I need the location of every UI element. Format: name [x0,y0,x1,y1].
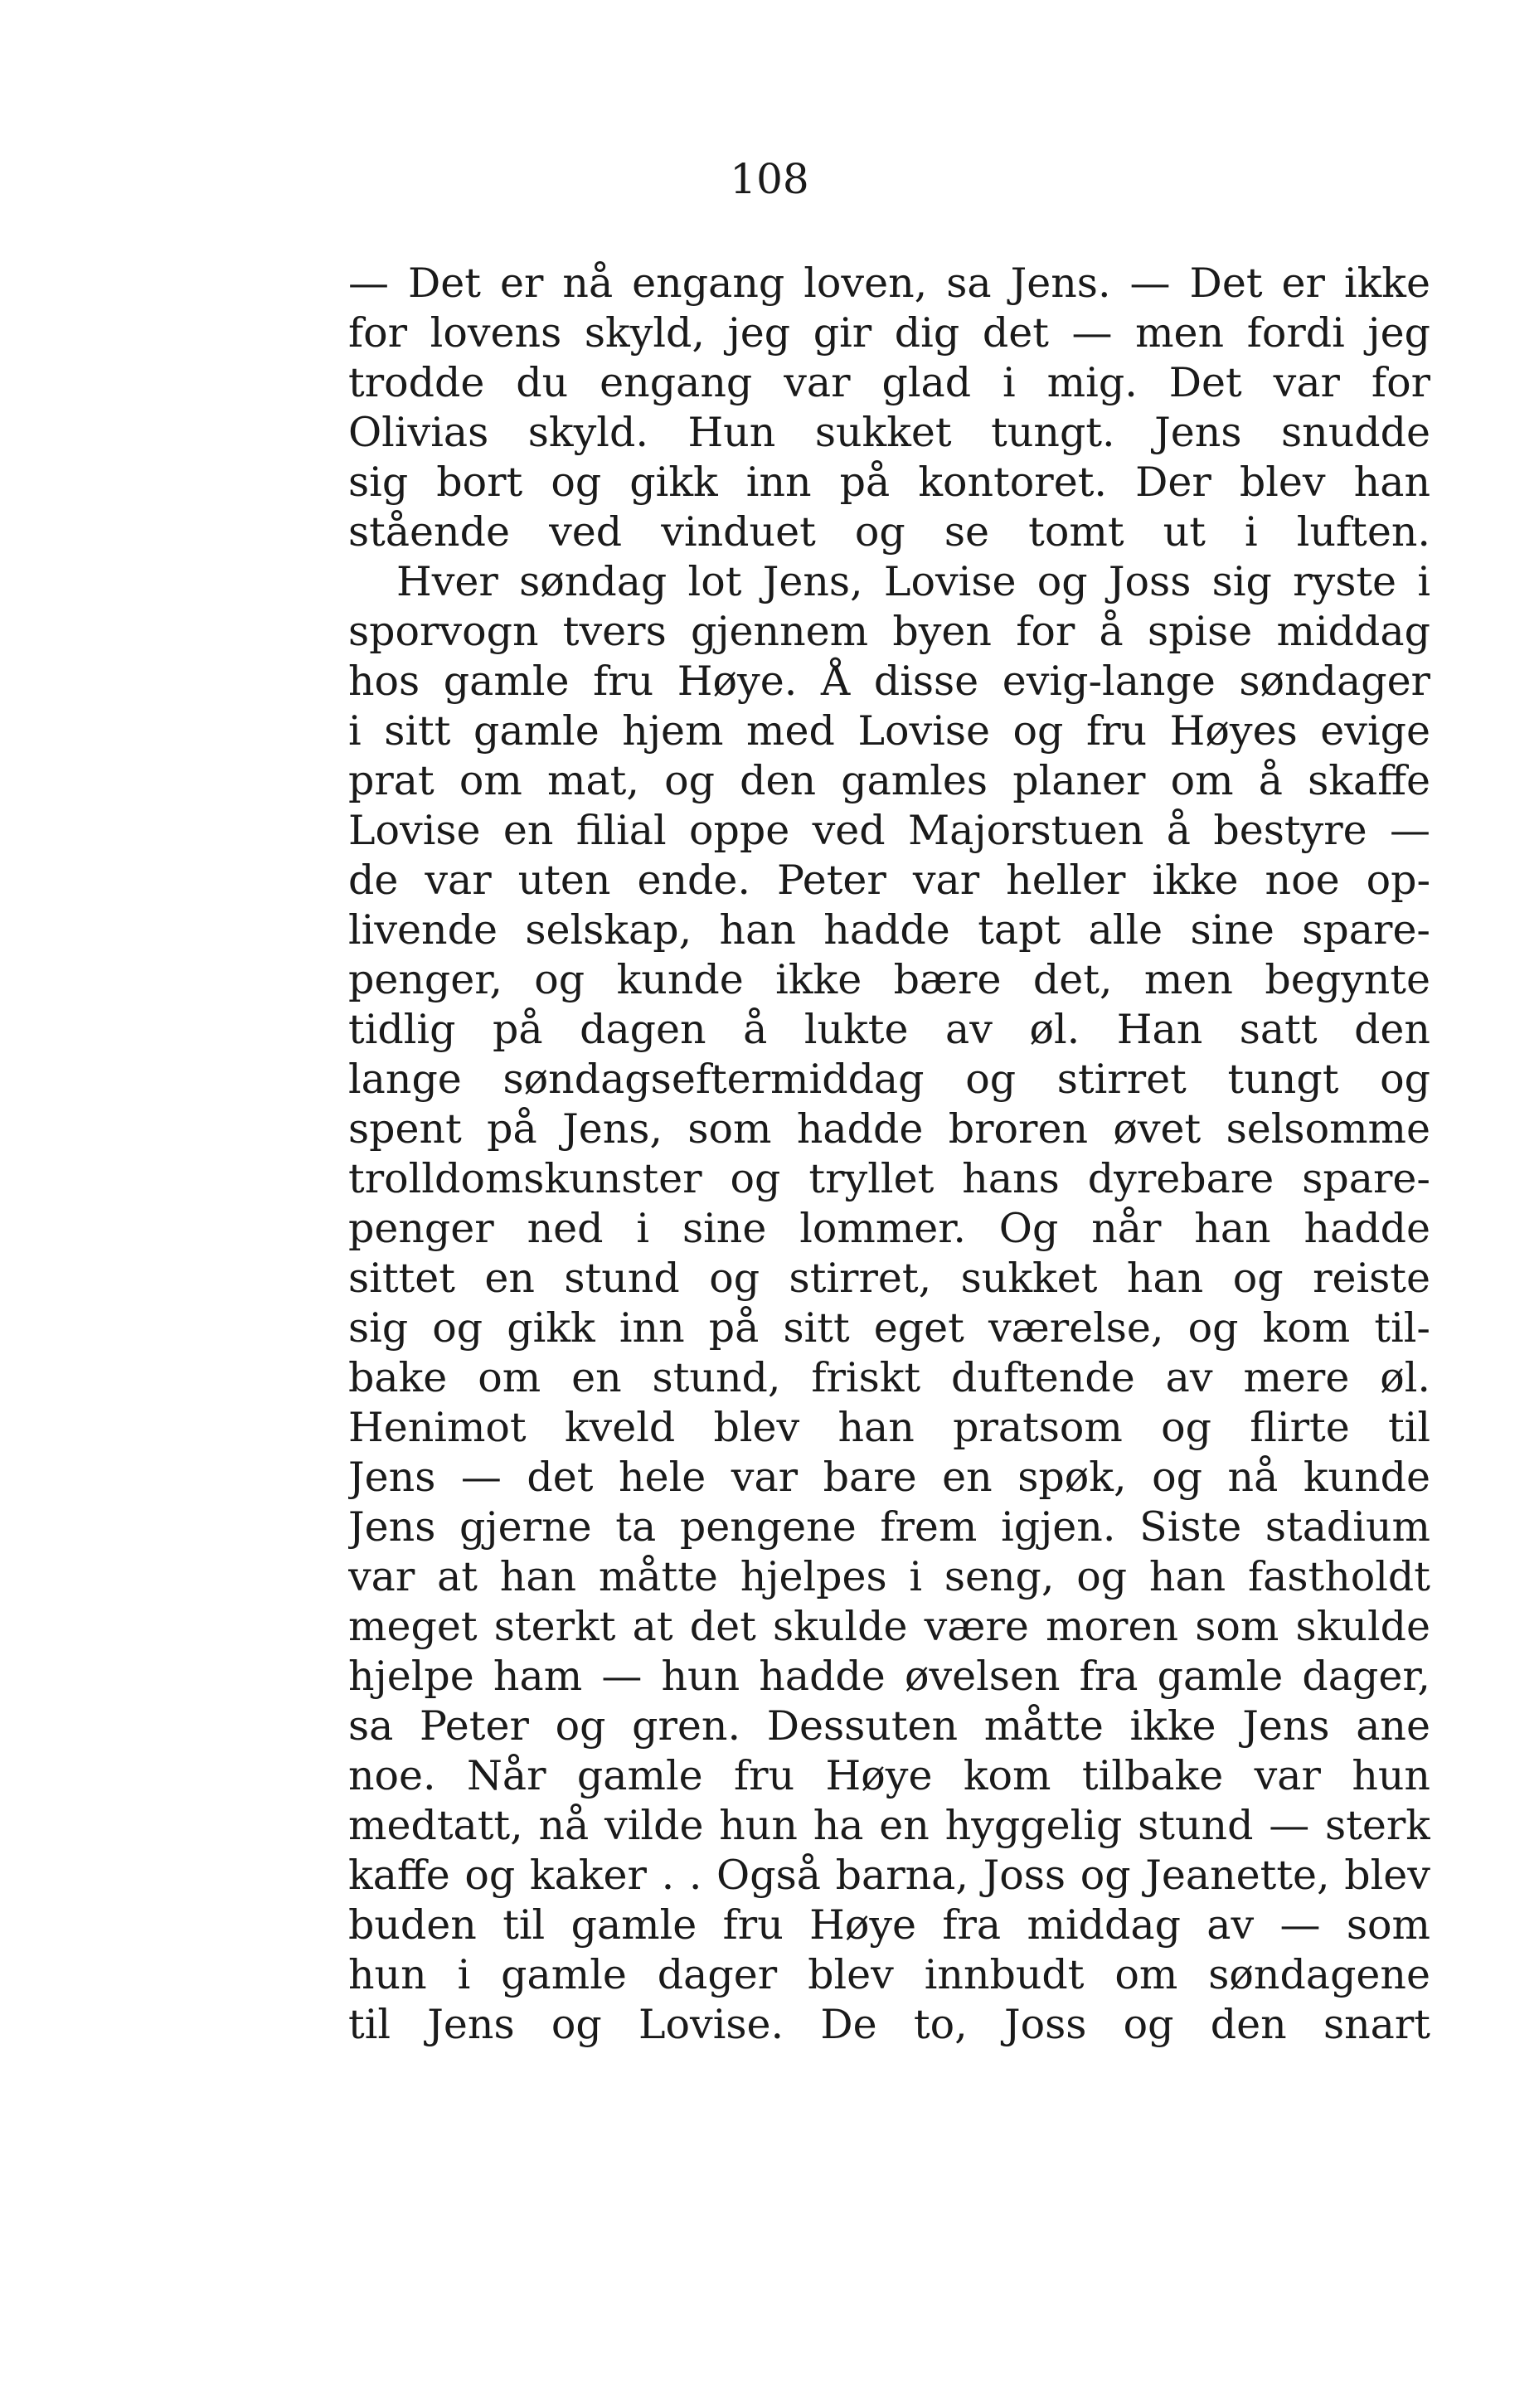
text-line: kaffe og kaker . . Også barna, Joss og Jeanette, blev [348,1852,1430,1899]
text-line: for lovens skyld, jeg gir dig det — men fordi jeg [348,309,1430,357]
text-line: Olivias skyld. Hun sukket tungt. Jens snudde [348,409,1430,456]
text-line: sig og gikk inn på sitt eget værelse, og kom til- [348,1304,1430,1352]
text-line: trolldomskunster og tryllet hans dyrebare spare- [348,1155,1430,1202]
text-line: Jens — det hele var bare en spøk, og nå kunde [348,1454,1430,1501]
text-line: prat om mat, og den gamles planer om å skaffe [348,757,1430,804]
text-line: Jens gjerne ta pengene frem igjen. Siste stadium [348,1503,1430,1551]
text-line: i sitt gamle hjem med Lovise og fru Høyes evige [348,707,1430,755]
text-line: buden til gamle fru Høye fra middag av — som [348,1901,1430,1949]
page-number: 108 [730,155,809,203]
text-line: meget sterkt at det skulde være moren som skulde [348,1603,1430,1650]
body-text [348,259,1430,2050]
paragraph-1 [348,259,1430,557]
text-line: livende selskap, han hadde tapt alle sine spare- [348,906,1430,954]
text-line: var at han måtte hjelpes i seng, og han fastholdt [348,1553,1430,1600]
text-line: sig bort og gikk inn på kontoret. Der blev han [348,459,1430,506]
text-line: penger ned i sine lommer. Og når han hadde [348,1205,1430,1252]
text-line: sporvogn tvers gjennem byen for å spise middag [348,608,1430,655]
text-line: — Det er nå engang loven, sa Jens. — Det er ikke [348,260,1430,307]
text-line: de var uten ende. Peter var heller ikke noe op- [348,857,1430,904]
text-line: spent på Jens, som hadde broren øvet selsomme [348,1105,1430,1153]
text-line: bake om en stund, friskt duftende av mere øl. [348,1354,1430,1401]
text-line: Henimot kveld blev han pratsom og flirte til [348,1404,1430,1451]
text-line: hun i gamle dager blev innbudt om søndagene [348,1951,1430,1998]
text-line: tidlig på dagen å lukte av øl. Han satt den [348,1006,1430,1053]
text-line: sittet en stund og stirret, sukket han og reiste [348,1255,1430,1302]
text-line: hos gamle fru Høye. Å disse evig-lange søndager [348,658,1430,705]
text-line: lange søndagseftermiddag og stirret tungt og [348,1056,1430,1103]
text-line: trodde du engang var glad i mig. Det var for [348,359,1430,406]
text-line: sa Peter og gren. Dessuten måtte ikke Jens ane [348,1702,1430,1750]
text-line: noe. Når gamle fru Høye kom tilbake var hun [348,1752,1430,1799]
text-line: medtatt, nå vilde hun ha en hyggelig stund — sterk [348,1802,1430,1849]
text-line: hjelpe ham — hun hadde øvelsen fra gamle dager, [348,1653,1430,1700]
text-line: penger, og kunde ikke bære det, men begynte [348,956,1430,1003]
paragraph-2 [348,557,1430,2050]
text-line: Lovise en filial oppe ved Majorstuen å bestyre — [348,807,1430,854]
text-line: Hver søndag lot Jens, Lovise og Joss sig ryste i [396,558,1430,605]
text-line: til Jens og Lovise. De to, Joss og den snart [348,2001,1430,2048]
text-line: stående ved vinduet og se tomt ut i luften. [348,508,1430,556]
